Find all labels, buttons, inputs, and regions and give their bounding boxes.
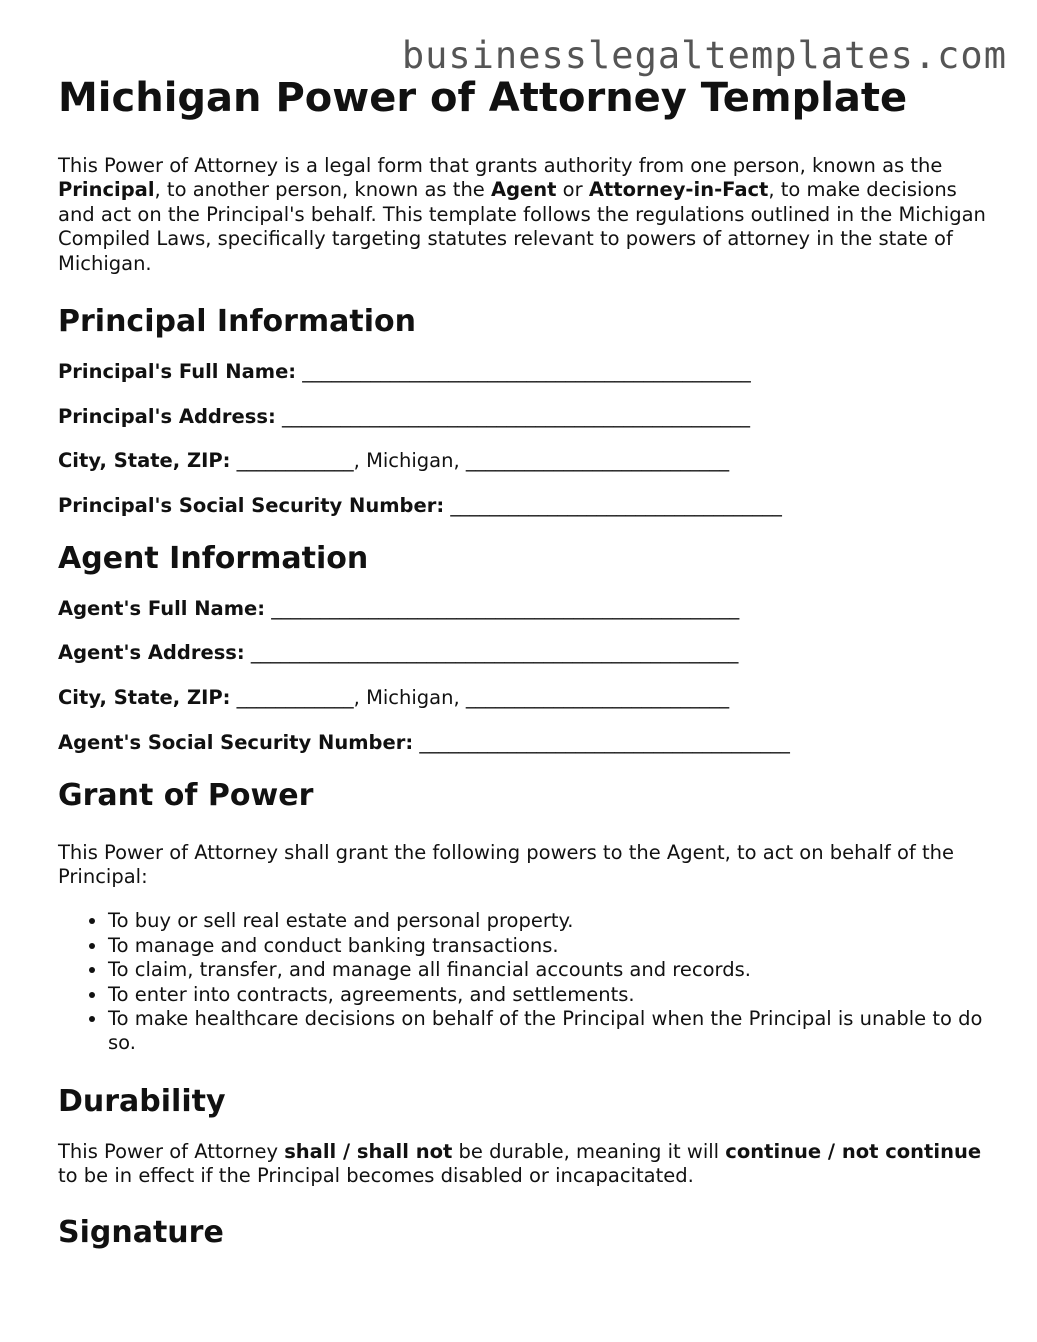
principal-section — [58, 302, 988, 518]
agent-address-field[interactable] — [58, 641, 988, 665]
grant-text: This Power of Attorney shall grant the following powers to the Agent, to act on behalf of the Principal: — [58, 840, 954, 888]
durability-choice-continue: continue / not continue — [725, 1139, 982, 1163]
signature-section — [58, 1213, 988, 1253]
intro-text-4: , to make decisions and act on the Principal's behalf. This template follows the regulations outlined in the Michigan Compiled Laws, specifically targeting statutes relevant to powers of attorney in the state of Michigan. — [58, 178, 986, 275]
grant-heading: Grant of Power — [58, 777, 314, 813]
agent-city-label: City, State, ZIP: — [58, 686, 231, 710]
agent-heading: Agent Information — [58, 540, 369, 576]
grant-powers-list — [58, 909, 988, 1055]
agent-name-field[interactable] — [58, 597, 988, 621]
document-page — [58, 72, 988, 1253]
principal-city-blank[interactable]: ____________, Michigan, ___________________________ — [230, 449, 730, 473]
intro-text-2: , to another person, known as the — [154, 178, 491, 202]
intro-principal-term: Principal — [58, 178, 155, 202]
list-item: • To enter into contracts, agreements, and settlements. — [108, 983, 988, 1007]
signature-heading: Signature — [58, 1214, 224, 1250]
durability-section — [58, 1082, 988, 1189]
principal-city-field[interactable] — [58, 449, 988, 473]
durability-text — [58, 1140, 988, 1189]
intro-attorney-term: Attorney-in-Fact — [588, 178, 769, 202]
agent-ssn-field[interactable] — [58, 731, 988, 755]
principal-address-field[interactable] — [58, 405, 988, 429]
list-item: • To make healthcare decisions on behalf of the Principal when the Principal is unable to do so. — [108, 1007, 988, 1056]
list-item: • To manage and conduct banking transactions. — [108, 934, 988, 958]
list-item: • To claim, transfer, and manage all financial accounts and records. — [108, 958, 988, 982]
agent-name-label: Agent's Full Name: — [58, 596, 266, 620]
principal-name-label: Principal's Full Name: — [58, 360, 297, 384]
principal-ssn-field[interactable] — [58, 494, 988, 518]
principal-address-label: Principal's Address: — [58, 404, 276, 428]
principal-city-label: City, State, ZIP: — [58, 449, 231, 473]
list-item: • To buy or sell real estate and personal property. — [108, 909, 988, 933]
intro-paragraph — [58, 154, 988, 276]
agent-city-field[interactable] — [58, 686, 988, 710]
principal-address-blank[interactable]: ________________________________________________ — [275, 404, 750, 428]
durability-text-3: to be in effect if the Principal becomes disabled or incapacitated. — [58, 1164, 694, 1188]
agent-section — [58, 539, 988, 755]
principal-ssn-blank[interactable]: __________________________________ — [444, 494, 782, 518]
durability-heading: Durability — [58, 1083, 226, 1119]
agent-address-blank[interactable]: __________________________________________________ — [244, 641, 739, 665]
grant-section — [58, 776, 988, 1056]
agent-name-blank[interactable]: ________________________________________________ — [265, 596, 740, 620]
intro-agent-term: Agent — [491, 178, 557, 202]
intro-text-1: This Power of Attorney is a legal form that grants authority from one person, known as the — [58, 154, 943, 177]
durability-text-1: This Power of Attorney — [58, 1139, 285, 1163]
agent-city-blank[interactable]: ____________, Michigan, ___________________________ — [230, 686, 730, 710]
page-title: Michigan Power of Attorney Template — [58, 75, 908, 121]
principal-heading: Principal Information — [58, 304, 417, 340]
principal-name-blank[interactable]: ______________________________________________ — [296, 360, 751, 384]
watermark: businesslegaltemplates.com — [401, 34, 1007, 77]
agent-ssn-label: Agent's Social Security Number: — [58, 730, 414, 754]
durability-choice-shall: shall / shall not — [284, 1139, 453, 1163]
agent-ssn-blank[interactable]: ______________________________________ — [413, 730, 790, 754]
principal-ssn-label: Principal's Social Security Number: — [58, 494, 445, 518]
intro-text-3: or — [556, 178, 589, 202]
durability-text-2: be durable, meaning it will — [452, 1139, 726, 1163]
agent-address-label: Agent's Address: — [58, 641, 245, 665]
principal-name-field[interactable] — [58, 360, 988, 384]
